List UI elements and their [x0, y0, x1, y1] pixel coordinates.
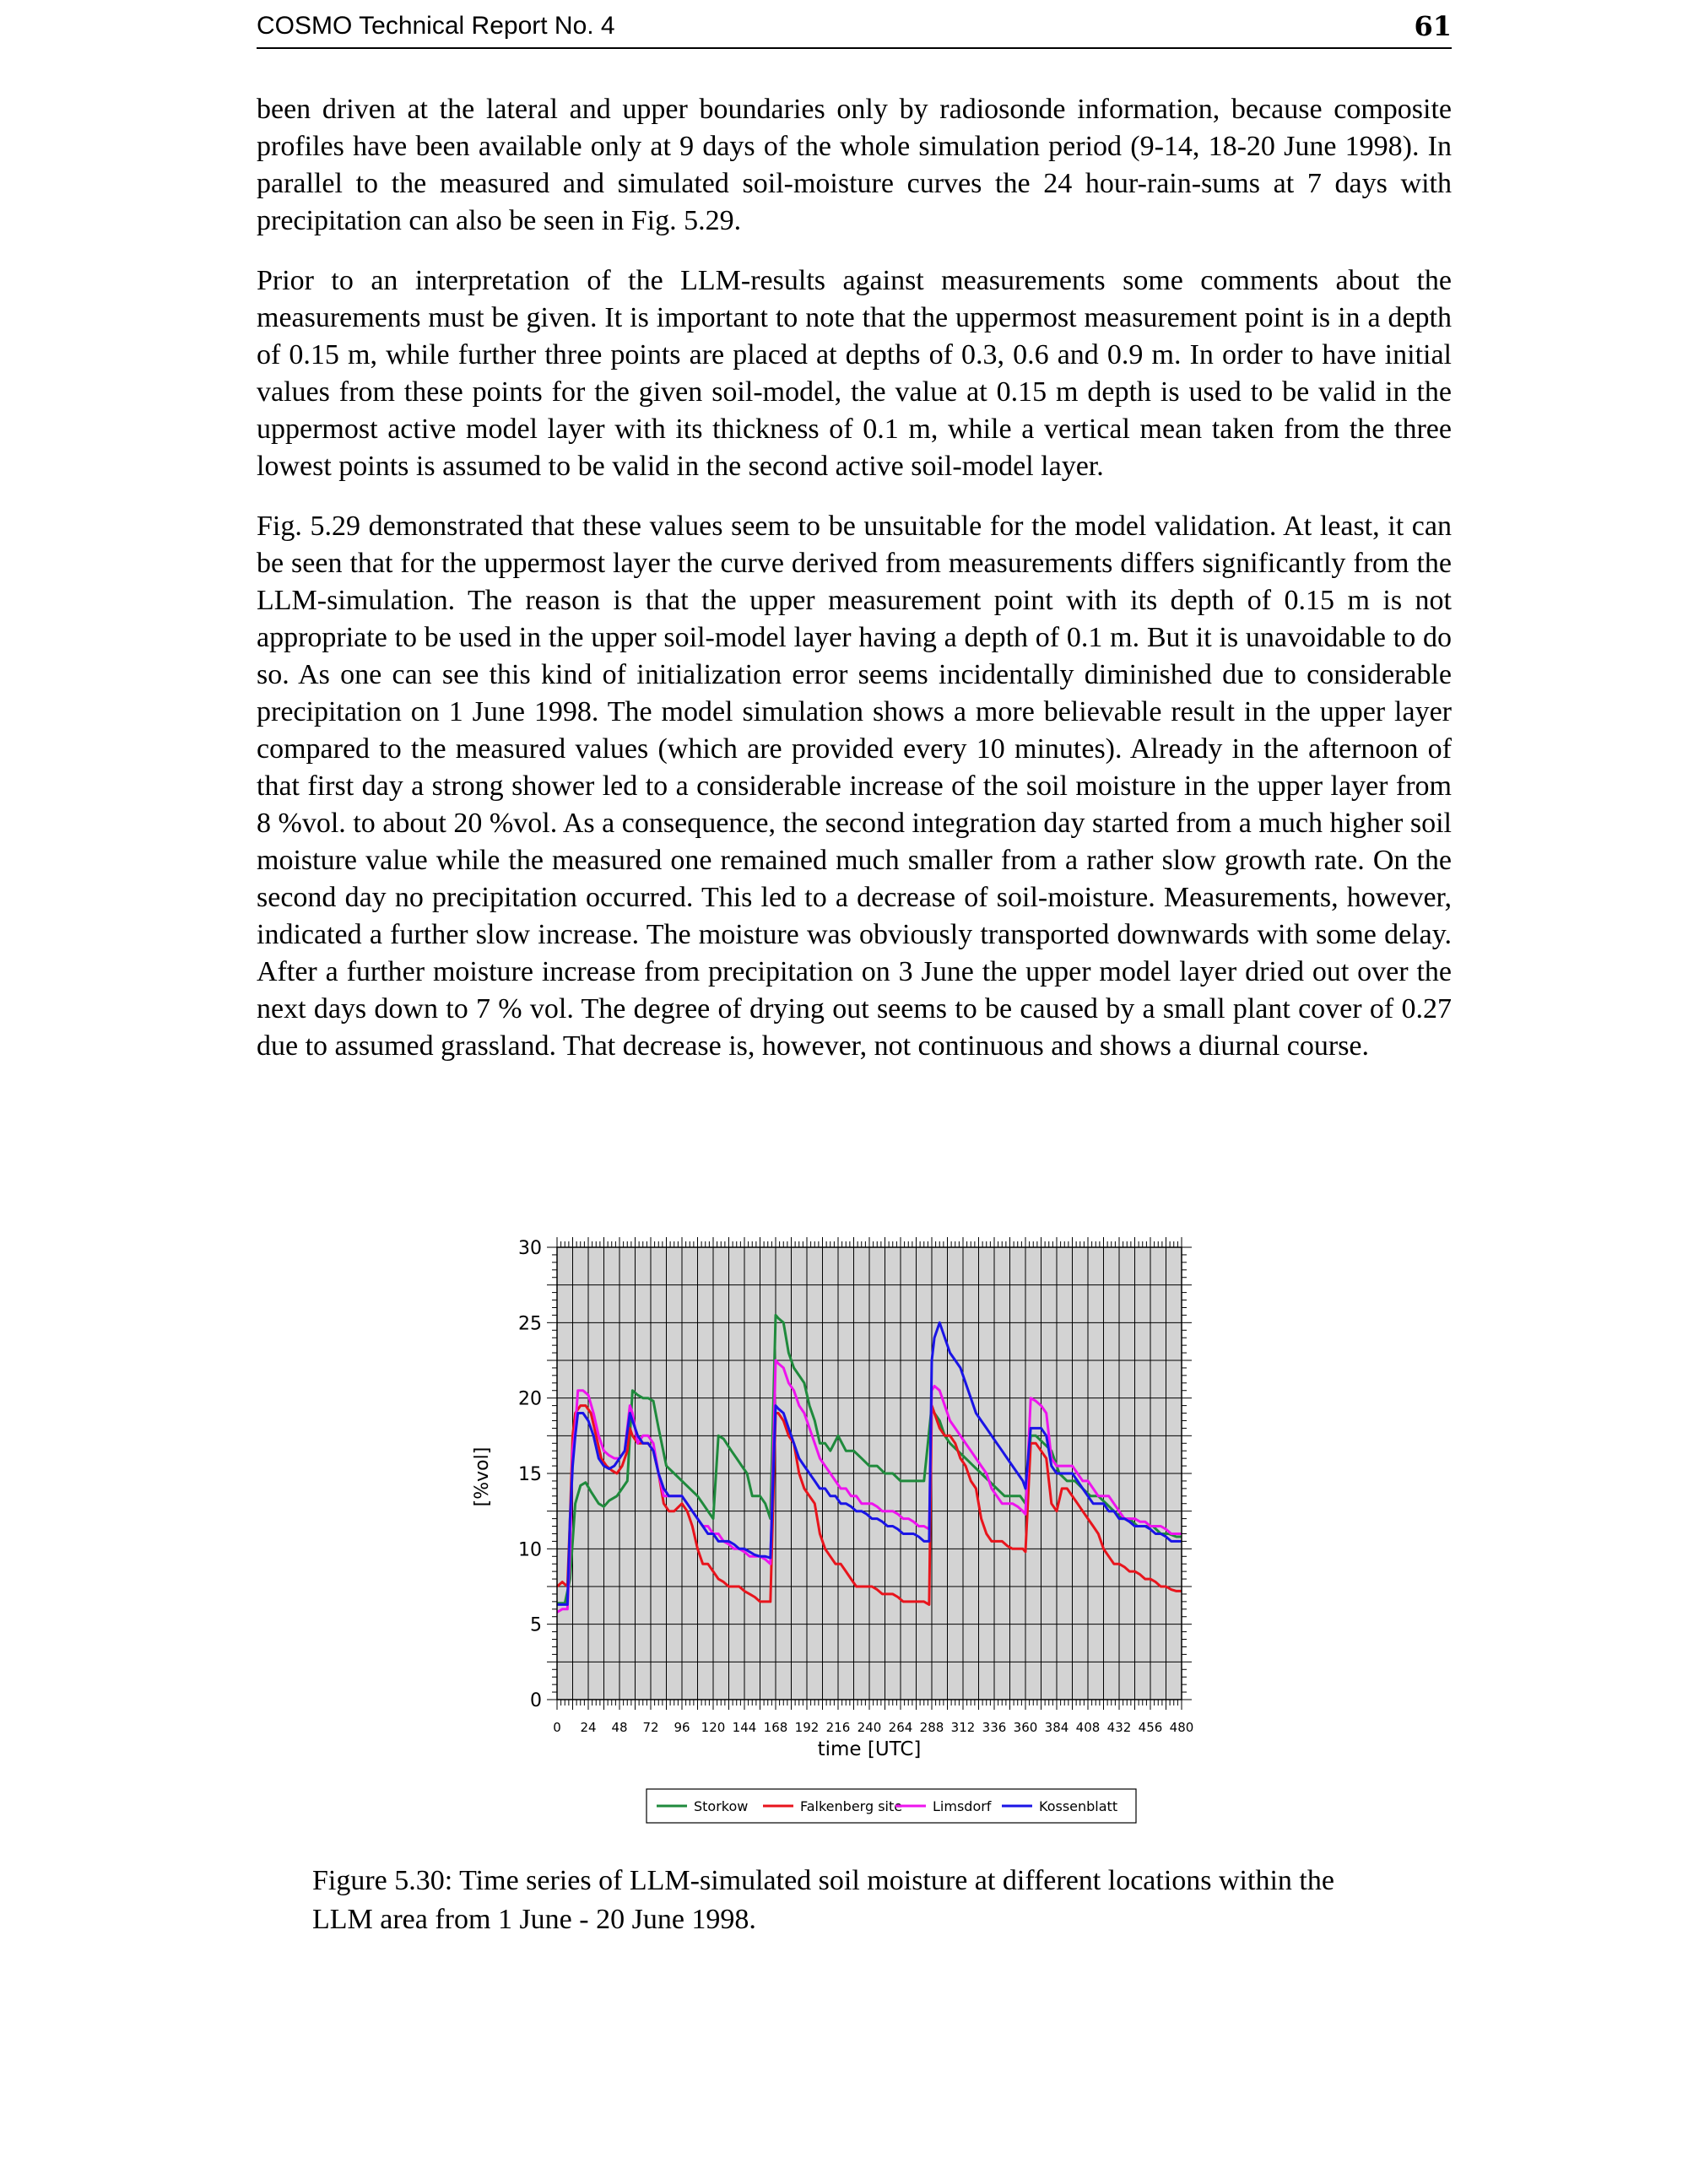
- x-axis-label: time [UTC]: [817, 1738, 922, 1760]
- legend: [647, 1789, 1136, 1823]
- y-tick-label: 0: [530, 1690, 542, 1711]
- y-tick-label: 25: [518, 1313, 542, 1335]
- x-tick-label: 120: [701, 1720, 726, 1735]
- x-tick-label: 432: [1106, 1720, 1132, 1735]
- y-axis-label: [%vol]: [472, 1446, 493, 1507]
- y-tick-label: 20: [518, 1388, 542, 1410]
- x-tick-label: 480: [1169, 1720, 1194, 1735]
- x-tick-label: 240: [857, 1720, 882, 1735]
- grid: [557, 1247, 1182, 1700]
- x-tick-label: 456: [1138, 1720, 1163, 1735]
- paragraph-3: Fig. 5.29 demonstrated that these values seem to be unsuitable for the model validation. At least, it can be seen that for the uppermost layer the curve derived from measurements differs significantly from the LLM-simulation. The reason is that the upper measurement point with its depth of 0.15 m is not appropriate to be used in the upper soil-model layer having a depth of 0.1 m. But it is unavoidable to do so. As one can see this kind of initialization error seems incidentally diminished due to considerable precipitation on 1 June 1998. The model simulation shows a more believable result in the upper layer compared to the measured values (which are provided every 10 minutes). Already in the afternoon of that first day a strong shower led to a considerable increase of the soil moisture in the upper layer from 8 %vol. to about 20 %vol. As a consequence, the second integration day started from a much higher soil moisture value while the measured one remained much smaller from a rather slow growth rate. On the second day no precipitation occurred. This led to a decrease of soil-moisture. Measurements, however, indicated a further slow increase. The moisture was obviously transported downwards with some delay. After a further moisture increase from precipitation on 3 June the upper model layer dried out over the next days down to 7 % vol. The degree of drying out seems to be caused by a small plant cover of 0.27 due to assumed grassland. That decrease is, however, not continuous and shows a diurnal course.: [257, 511, 1452, 1062]
- x-tick-label: 264: [888, 1720, 913, 1735]
- x-tick-label: 0: [553, 1720, 561, 1735]
- x-tick-label: 408: [1075, 1720, 1101, 1735]
- running-header: [257, 7, 1452, 49]
- legend-label-limsdorf: Limsdorf: [933, 1798, 992, 1814]
- x-tick-label: 336: [982, 1720, 1007, 1735]
- legend-label-kossenblatt: Kossenblatt: [1039, 1798, 1118, 1814]
- body-text: [257, 91, 1452, 1088]
- x-tick-label: 48: [611, 1720, 628, 1735]
- y-tick-label: 15: [518, 1464, 542, 1485]
- x-tick-label: 96: [674, 1720, 690, 1735]
- header-report-title: COSMO Technical Report No. 4: [257, 12, 615, 40]
- figure-caption: Figure 5.30: Time series of LLM-simulated soil moisture at different locations within the LLM area from 1 June - 20 June 1998.: [312, 1865, 1334, 1935]
- x-tick-label: 288: [919, 1720, 944, 1735]
- x-tick-label: 72: [642, 1720, 659, 1735]
- y-tick-label: 10: [518, 1539, 542, 1561]
- legend-label-falkenberg-site: Falkenberg site: [800, 1798, 903, 1814]
- x-tick-label: 360: [1013, 1720, 1038, 1735]
- legend-label-storkow: Storkow: [694, 1798, 749, 1814]
- y-tick-label: 30: [518, 1238, 542, 1259]
- y-tick-label: 5: [530, 1614, 542, 1636]
- header-page-number: 61: [1414, 10, 1452, 42]
- x-tick-label: 216: [825, 1720, 851, 1735]
- x-tick-label: 192: [794, 1720, 820, 1735]
- x-tick-label: 144: [732, 1720, 757, 1735]
- x-tick-label: 24: [580, 1720, 597, 1735]
- paragraph-1: been driven at the lateral and upper boundaries only by radiosonde information, because composite profiles have been available only at 9 days of the whole simulation period (9-14, 18-20 June 1998). In parallel to the measured and simulated soil-moisture curves the 24 hour-rain-sums at 7 days with precipitation can also be seen in Fig. 5.29.: [257, 94, 1452, 236]
- x-tick-label: 168: [763, 1720, 788, 1735]
- x-tick-label: 384: [1044, 1720, 1069, 1735]
- paragraph-2: Prior to an interpretation of the LLM-results against measurements some comments about the measurements must be given. It is important to note that the uppermost measurement point is in a depth of 0.15 m, while further three points are placed at depths of 0.3, 0.6 and 0.9 m. In order to have initial values from these points for the given soil-model, the value at 0.15 m depth is used to be valid in the uppermost active model layer with its thickness of 0.1 m, while a vertical mean taken from the three lowest points is assumed to be valid in the second active soil-model layer.: [257, 265, 1452, 482]
- figure-soil-moisture: [464, 1232, 1224, 1857]
- soil-moisture-chart: [464, 1232, 1224, 1857]
- x-tick-label: 312: [950, 1720, 976, 1735]
